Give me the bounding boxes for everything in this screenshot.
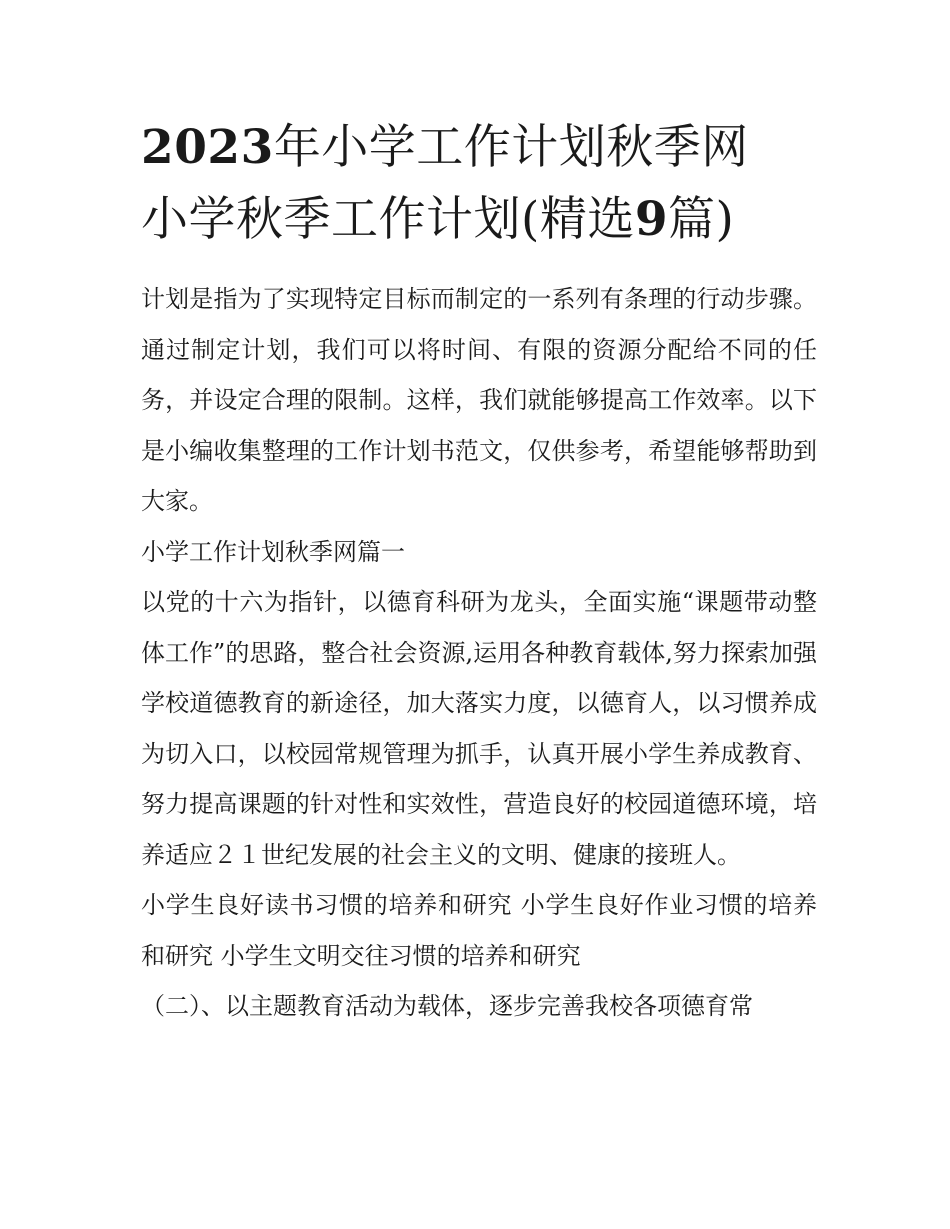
- title-line-1: [141, 112, 817, 184]
- intro-paragraph: 计划是指为了实现特定目标而制定的一系列有条理的行动步骤。通过制定计划，我们可以将时间、有限的资源分配给不同的任务，并设定合理的限制。这样，我们就能够提高工作效率。以下是小编收集整理的工作计划书范文，仅供参考，希望能够帮助到大家。: [141, 285, 817, 515]
- title-line-2-text-a: 小学秋季工作计划(精选: [141, 192, 635, 247]
- document-page: [141, 112, 817, 1032]
- subsection-paragraph: （二）、以主题教育活动为载体，逐步完善我校各项德育常: [141, 992, 753, 1020]
- title-line-1-text: 年小学工作计划秋季网: [273, 120, 749, 175]
- title-count: 9: [634, 192, 669, 247]
- document-body: [141, 274, 817, 1032]
- guideline-paragraph: 以党的十六为指针，以德育科研为龙头，全面实施“课题带动整体工作”的思路，整合社会资源,运用各种教育载体,努力探索加强学校道德教育的新途径，加大落实力度，以德育人，以习惯养成为切入口，以校园常规管理为抓手，认真开展小学生养成教育、努力提高课题的针对性和实效性，营造良好的校园道德环境，培养适应２１世纪发展的社会主义的文明、健康的接班人。: [141, 588, 817, 869]
- research-topics-paragraph: 小学生良好读书习惯的培养和研究 小学生良好作业习惯的培养和研究 小学生文明交往习惯的培养和研究: [141, 891, 817, 970]
- title-year: 2023: [141, 120, 274, 175]
- document-title: [141, 112, 817, 256]
- title-line-2: [141, 184, 817, 256]
- section-heading: 小学工作计划秋季网篇一: [141, 537, 405, 566]
- title-line-2-text-b: 篇): [668, 192, 735, 247]
